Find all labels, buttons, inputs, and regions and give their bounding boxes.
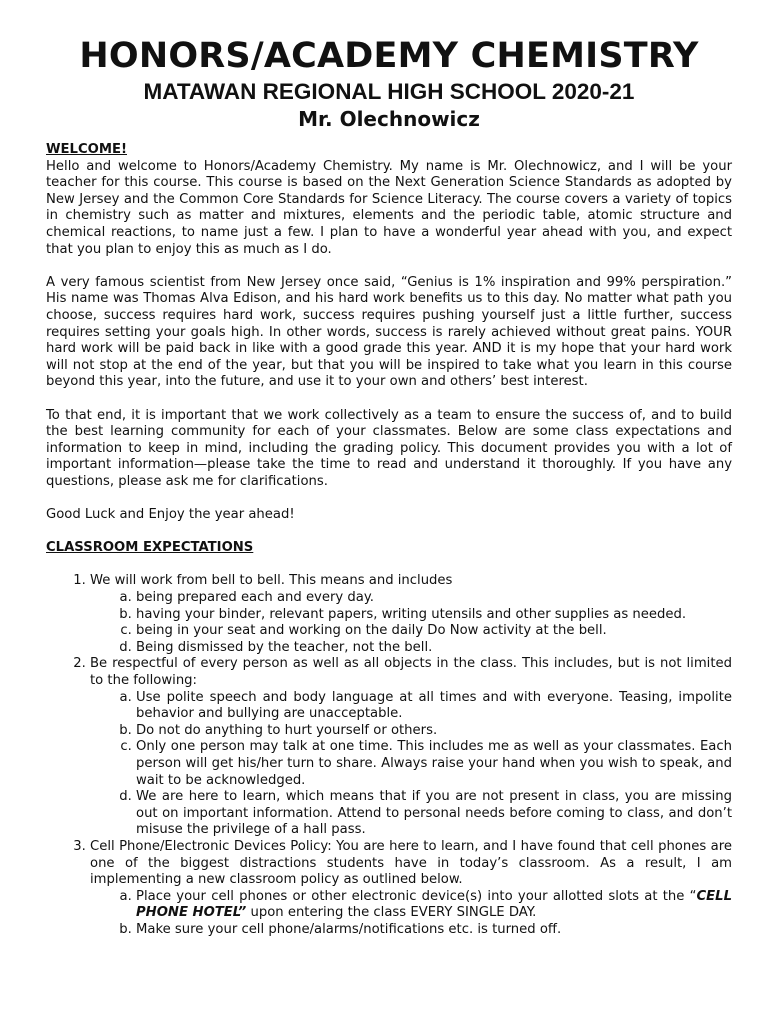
welcome-paragraph-1: Hello and welcome to Honors/Academy Chemistry. My name is Mr. Olechnowicz, and I will be your teacher for this course. This course is based on the Next Generation Science Standards as adopted by New Jersey and the Common Core Standards for Science Literacy. The course covers a variety of topics in chemistry such as matter and mixtures, elements and the periodic table, atomic structure and chemical reactions, to name just a few. I plan to have a wonderful year ahead with you, and expect that you plan to enjoy this as much as I do. — [46, 158, 732, 257]
welcome-paragraph-2: A very famous scientist from New Jersey once said, “Genius is 1% inspiration and 99% perspiration.” His name was Thomas Alva Edison, and his hard work benefits us to this day. No matter what path you choose, success requires hard work, success requires pushing yourself just a little further, success requires setting your goals high. In other words, success is rarely achieved without great pains. YOUR hard work will be paid back in like with a good grade this year. AND it is my hope that your hard work will not stop at the end of the year, but that you will be inspired to take what you learn in this course beyond this year, into the future, and use it to your own and others’ best interest. — [46, 274, 732, 390]
sub-item: c. Only one person may talk at one time. This includes me as well as your classmates. Each person will get his/her turn to share. Always raise your hand when you wish to speak, and wait to be acknowledged. — [136, 739, 732, 789]
sub-item: c. being in your seat and working on the daily Do Now activity at the bell. — [136, 623, 732, 640]
welcome-paragraph-4: Good Luck and Enjoy the year ahead! — [46, 507, 295, 523]
sub-item — [136, 889, 732, 922]
expectations-heading: CLASSROOM EXPECTATIONS — [46, 540, 254, 556]
sub-item: a. being prepared each and every day. — [136, 590, 732, 607]
expectation-item-2 — [90, 656, 732, 839]
sub-item-text: Place your cell phones or other electronic device(s) into your allotted slots at the “ — [136, 888, 697, 904]
welcome-heading: WELCOME! — [46, 142, 127, 157]
expectation-item-text: Cell Phone/Electronic Devices Policy: You are here to learn, and I have found that cell phones are one of the biggest distractions students have in today’s classroom. As a result, I am implementing a new classroom policy as outlined below. — [90, 838, 732, 888]
expectation-sublist — [90, 690, 732, 839]
sub-item: b. Do not do anything to hurt yourself or others. — [136, 723, 732, 740]
sub-item: d. We are here to learn, which means that if you are not present in class, you are missing out on important information. Attend to personal needs before coming to class, and don’t misuse the privilege of a hall pass. — [136, 789, 732, 839]
expectation-item-3 — [90, 839, 732, 939]
school-name: MATAWAN REGIONAL HIGH SCHOOL 2020-21 — [143, 79, 635, 104]
expectations-list — [46, 573, 732, 938]
cell-phone-hotel-label: CELL PHONE HOTEL” — [136, 888, 732, 921]
sub-item: a. Use polite speech and body language at all times and with everyone. Teasing, impolite behavior and bullying are unacceptable. — [136, 690, 732, 723]
document-title: HONORS/ACADEMY CHEMISTRY — [79, 36, 699, 76]
teacher-name: Mr. Olechnowicz — [298, 107, 480, 131]
expectation-sublist — [90, 590, 732, 656]
expectation-item-1 — [90, 573, 732, 656]
sub-item-text: upon entering the class EVERY SINGLE DAY. — [246, 905, 537, 921]
welcome-paragraph-3: To that end, it is important that we work collectively as a team to ensure the success of, and to build the best learning community for each of your classmates. Below are some class expectations and information to keep in mind, including the grading policy. This document provides you with a lot of important information—please take the time to read and understand it thoroughly. If you have any questions, please ask me for clarifications. — [46, 407, 732, 489]
sub-item: b. Make sure your cell phone/alarms/notifications etc. is turned off. — [136, 922, 732, 939]
sub-item: d. Being dismissed by the teacher, not the bell. — [136, 640, 732, 657]
expectation-sublist — [90, 889, 732, 939]
expectation-item-text: We will work from bell to bell. This means and includes — [90, 573, 453, 589]
sub-item: b. having your binder, relevant papers, writing utensils and other supplies as needed. — [136, 607, 732, 624]
expectation-item-text: Be respectful of every person as well as all objects in the class. This includes, but is not limited to the following: — [90, 656, 732, 688]
